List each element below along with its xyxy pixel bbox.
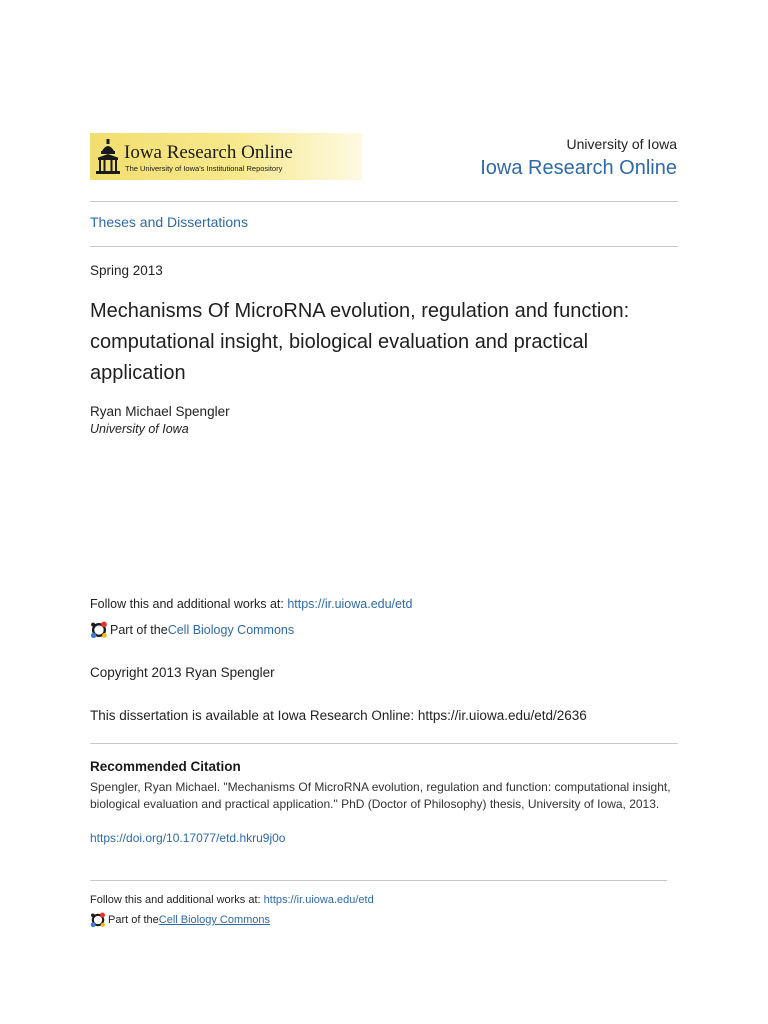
citation-heading: Recommended Citation: [90, 759, 241, 774]
series-link[interactable]: Theses and Dissertations: [90, 214, 248, 230]
follow-label: Follow this and additional works at:: [90, 597, 288, 611]
logo-subtitle: The University of Iowa's Institutional Repository: [125, 164, 283, 173]
institution-name: University of Iowa: [566, 136, 677, 152]
footer-follow-line: [90, 894, 374, 906]
network-commons-icon: [90, 912, 106, 928]
author-affiliation: University of Iowa: [90, 422, 189, 436]
part-of-label: Part of the: [108, 914, 159, 926]
network-commons-icon: [90, 621, 108, 639]
repository-link[interactable]: Iowa Research Online: [480, 157, 677, 179]
old-capitol-icon: [94, 139, 122, 175]
part-of-label: Part of the: [110, 623, 168, 637]
cell-biology-commons-link[interactable]: Cell Biology Commons: [158, 914, 271, 926]
document-title: Mechanisms Of MicroRNA evolution, regulation and function: computational insight, biological evaluation and practical application: [90, 300, 630, 384]
follow-url-link[interactable]: https://ir.uiowa.edu/etd: [287, 597, 413, 611]
cell-biology-commons-link[interactable]: Cell Biology Commons: [167, 623, 295, 637]
follow-url-link[interactable]: https://ir.uiowa.edu/etd: [263, 894, 374, 906]
divider: [90, 246, 678, 247]
logo-title: Iowa Research Online: [124, 142, 293, 163]
follow-label: Follow this and additional works at:: [90, 894, 264, 906]
follow-line: [90, 597, 412, 611]
author-name: Ryan Michael Spengler: [90, 404, 230, 419]
divider: [90, 743, 678, 744]
iowa-research-online-logo[interactable]: [90, 133, 362, 180]
publication-date: Spring 2013: [90, 263, 163, 278]
divider: [90, 201, 678, 202]
doi-link[interactable]: https://doi.org/10.17077/etd.hkru9j0o: [90, 831, 286, 845]
citation-text: Spengler, Ryan Michael. "Mechanisms Of MicroRNA evolution, regulation and function: computational insight, biological evaluation and practical application." PhD (Doctor of Philosophy) thesis, University of Iowa, 2013.: [90, 780, 671, 811]
availability-notice: This dissertation is available at Iowa Research Online: https://ir.uiowa.edu/etd/2636: [90, 708, 587, 723]
footer-part-of-line: [90, 910, 270, 930]
divider: [90, 880, 667, 881]
part-of-line: [90, 620, 294, 640]
copyright-notice: Copyright 2013 Ryan Spengler: [90, 665, 275, 680]
